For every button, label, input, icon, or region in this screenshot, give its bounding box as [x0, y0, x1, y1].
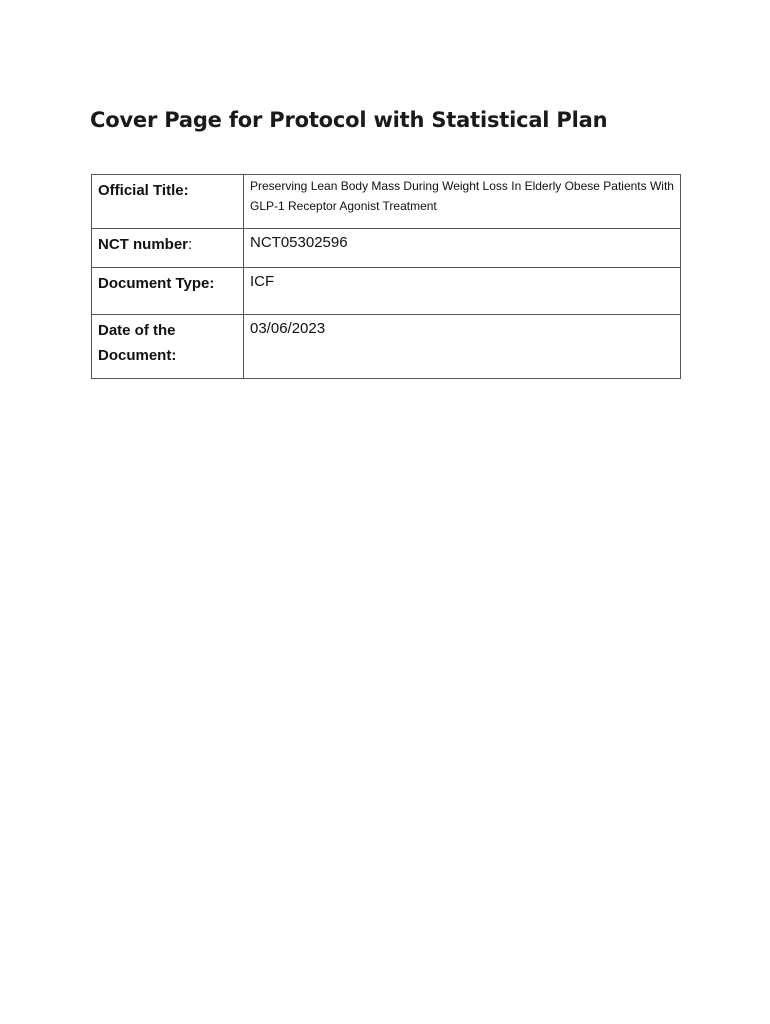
- official-title-value-cell: [244, 175, 681, 229]
- nct-number-value: NCT05302596: [250, 234, 348, 251]
- table-row-official-title: [92, 175, 681, 229]
- table-row-nct-number: [92, 229, 681, 268]
- table-row-document-date: [92, 315, 681, 379]
- document-date-label-cell: [92, 315, 244, 379]
- page-title: Cover Page for Protocol with Statistical Plan: [90, 108, 608, 132]
- official-title-value: Preserving Lean Body Mass During Weight Loss In Elderly Obese Patients With GLP-1 Receptor Agonist Treatment: [250, 179, 674, 213]
- document-date-label: [92, 315, 243, 368]
- official-title-label: Official Title:: [98, 182, 189, 199]
- cover-info-table: [91, 174, 681, 379]
- nct-number-label: [92, 229, 243, 257]
- document-type-value-cell: [244, 268, 681, 315]
- document-type-value: ICF: [250, 273, 275, 290]
- nct-number-label-text: NCT number: [98, 236, 188, 253]
- nct-number-label-cell: [92, 229, 244, 268]
- document-date-label-line1: Date of the: [98, 322, 176, 339]
- document-date-label-line2: Document:: [98, 347, 177, 364]
- official-title-label-cell: [92, 175, 244, 229]
- document-type-label-cell: [92, 268, 244, 315]
- document-date-value: 03/06/2023: [250, 320, 326, 337]
- table-row-document-type: [92, 268, 681, 315]
- document-date-value-cell: [244, 315, 681, 379]
- document-type-label: Document Type:: [98, 275, 215, 292]
- nct-number-label-colon: :: [188, 236, 193, 253]
- nct-number-value-cell: [244, 229, 681, 268]
